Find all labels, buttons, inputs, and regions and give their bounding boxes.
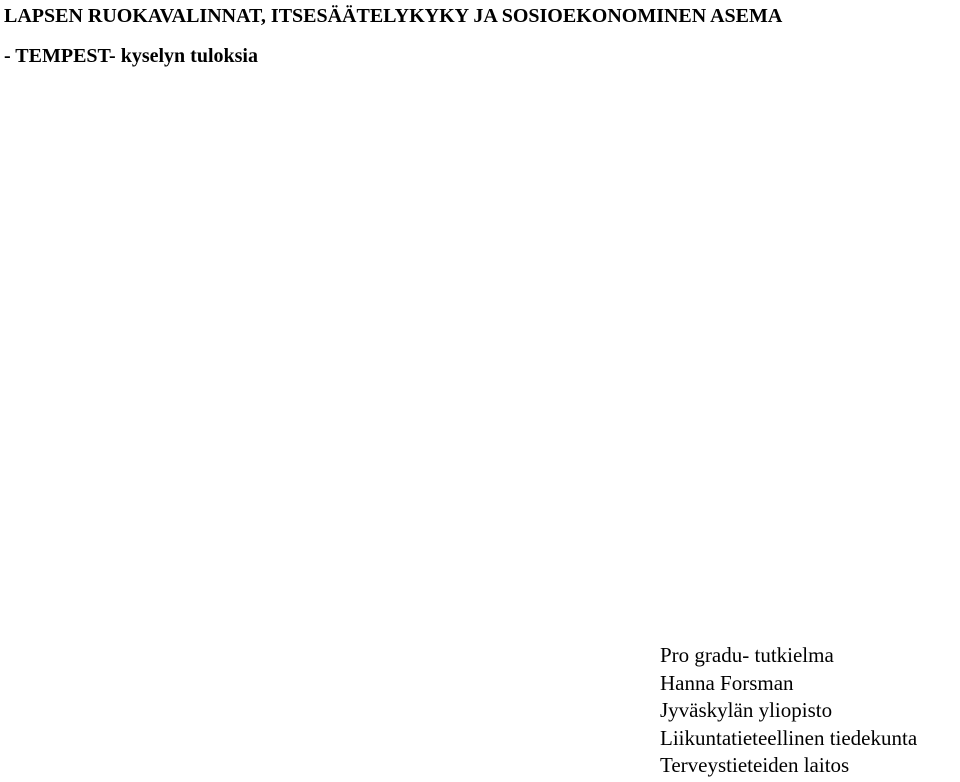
faculty-name: Liikuntatieteellinen tiedekunta [660,725,918,750]
document-title [4,2,954,71]
author-info [660,642,960,780]
department-name: Terveystieteiden laitos [660,753,850,777]
title-line-main: LAPSEN RUOKAVALINNAT, ITSESÄÄTELYKYKY JA SOSIOEKONOMINEN ASEMA [4,5,783,27]
thesis-type: Pro gradu- tutkielma [660,643,834,667]
university-name: Jyväskylän yliopisto [660,698,833,722]
author-name: Hanna Forsman [660,670,794,695]
title-line-subtitle: - TEMPEST- kyselyn tuloksia [4,45,258,67]
